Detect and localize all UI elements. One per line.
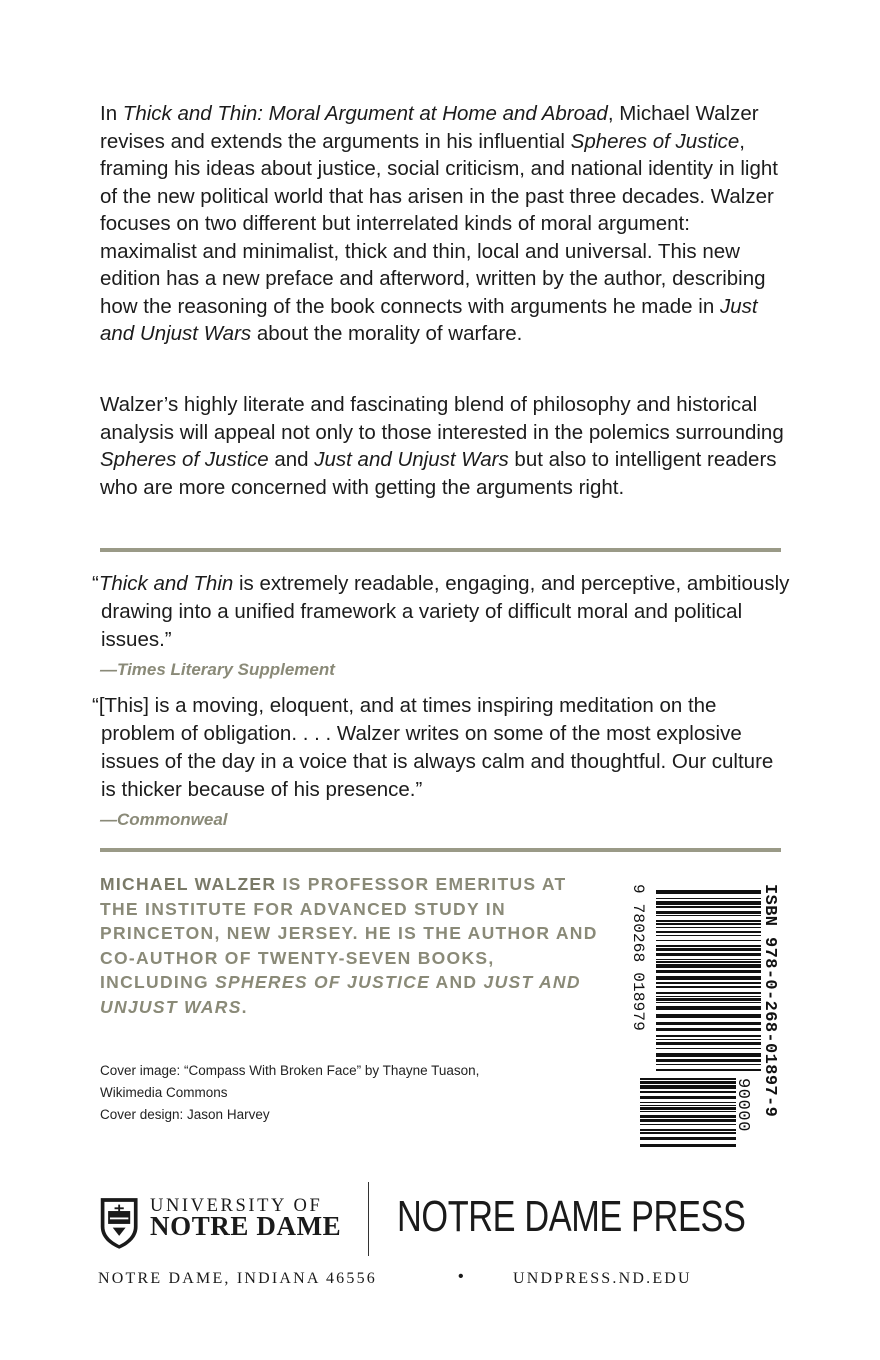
description-paragraph-2 [100,391,790,501]
barcode-bar [656,1006,761,1010]
barcode-bar [656,964,761,968]
barcode-isbn-label: ISBN 978-0-268-01897-9 [760,884,779,1118]
barcode-bar [640,1129,736,1131]
barcode-bar [640,1081,736,1084]
book-title-italic: Just and Unjust Wars [100,294,758,345]
barcode-bar [656,1042,761,1045]
bio-text: AND [430,972,484,992]
barcode-bar [656,998,761,1001]
barcode-bar [656,996,761,997]
barcode-bar [656,1069,761,1071]
barcode-bar [656,940,761,941]
barcode-bar [640,1091,736,1093]
book-title-italic: Spheres of Justice [570,129,740,153]
barcode-bar [656,961,761,963]
barcode-bar [656,890,761,894]
quote-source: —Commonweal [100,810,228,829]
blurb-text: , framing his ideas about justice, social criticism, and national identity in light of the new political world that has arisen in the past three decades. Walzer focuses on two different but interrelated kinds of moral argument: maximalist and minimalist, thick and thin, local and universal. This new edition has a new preface and afterword, written by the author, describing how the reasoning of the book connects with arguments he made in [100,129,778,318]
barcode-bar [656,1064,761,1065]
barcode-bar [656,1022,761,1025]
cover-credits [100,1060,570,1126]
review-quote-1 [92,570,792,684]
description-paragraph-1 [100,100,790,348]
barcode-bars-main [656,890,761,1071]
barcode-bar [656,1039,761,1040]
quote-open-mark: “ [92,572,99,595]
press-address: NOTRE DAME, INDIANA 46556 [98,1270,377,1287]
divider-rule [100,548,781,552]
barcode-bar [656,935,761,936]
barcode-bar [656,976,761,980]
barcode-bar [656,953,761,956]
barcode-bar [640,1115,736,1118]
barcode-bar [656,1048,761,1049]
credit-line: Cover image: “Compass With Broken Face” by Thayne Tuason, [100,1063,480,1078]
barcode-bar [656,1035,761,1037]
barcode-bars-price [640,1078,736,1147]
quote-source: —Times Literary Supplement [100,660,335,679]
barcode-bar [640,1124,736,1125]
book-title-italic: Just and Unjust Wars [314,448,509,471]
barcode-bar [656,898,761,899]
barcode-bar [656,945,761,947]
barcode-bar [656,948,761,951]
credit-line: Cover design: Jason Harvey [100,1107,270,1122]
bio-text: IS PROFESSOR EMERITUS AT THE INSTITUTE FOR ADVANCED STUDY IN PRINCETON, NEW JERSEY. HE IS THE AUTHOR AND CO-AUTHOR OF TWENTY-SEVEN BOOKS, INCLUDING [100,874,598,992]
university-shield-icon [98,1194,144,1252]
barcode-bar [656,927,761,928]
book-title-italic: JUST AND UNJUST WARS [100,972,581,1017]
barcode-bar [640,1102,736,1103]
author-bio [100,872,600,1019]
blurb-text: but also to intelligent readers who are more concerned with getting the arguments right. [100,448,777,499]
barcode-bar [656,931,761,933]
blurb-text: and [268,448,315,471]
barcode-bar [640,1132,736,1134]
barcode-bar [656,901,761,905]
barcode-bar [640,1078,736,1080]
footer-separator: • [458,1268,464,1285]
barcode-bar [656,992,761,994]
blurb-text: , Michael Walzer revises and extends the arguments in his influential [100,102,759,153]
barcode-bar [640,1111,736,1112]
book-title-italic: Spheres of Justice [100,448,269,471]
barcode-bar [656,1059,761,1062]
book-title-italic: Thick and Thin: Moral Argument at Home and Abroad [122,102,608,125]
review-quote-2 [92,692,792,834]
barcode-bar [656,911,761,914]
barcode-bar [656,920,761,922]
barcode-bar [640,1107,736,1110]
barcode-bar [656,1002,761,1003]
barcode-bar [640,1119,736,1122]
book-title-italic: Thick and Thin [98,572,234,595]
bio-text: . [241,996,248,1017]
barcode-bar [640,1105,736,1106]
barcode-bar [640,1137,736,1140]
barcode-bar [656,1053,761,1057]
university-name-line2: NOTRE DAME [150,1211,342,1241]
blurb-text: Walzer’s highly literate and fascinating blend of philosophy and historical analysis will appeal not only to those interested in the polemics surrounding [100,393,784,444]
barcode-bar [656,982,761,984]
barcode-bar [656,970,761,973]
quote-text: is extremely readable, engaging, and perceptive, ambitiously drawing into a unified framework a variety of difficult moral and political issues.” [101,572,790,651]
barcode-bar [656,923,761,925]
barcode-bar [640,1096,736,1099]
barcode-bar [640,1144,736,1147]
author-name: MICHAEL WALZER [100,874,277,894]
barcode-bar [656,906,761,908]
barcode-bar [656,959,761,960]
barcode-bar [656,1028,761,1031]
divider-rule [100,848,781,852]
blurb-text: In [100,102,123,125]
press-name: NOTRE DAME PRESS [397,1192,746,1241]
quote-text: “[This] is a moving, eloquent, and at times inspiring meditation on the problem of obligation. . . . Walzer writes on some of the most explosive issues of the day in a voice that is always calm and thoughtful. Our culture is thicker because of his presence.” [92,694,774,801]
isbn-barcode [629,882,786,1152]
barcode-bar [656,915,761,916]
barcode-bar [656,1014,761,1018]
credit-line: Wikimedia Commons [100,1085,228,1100]
press-website: UNDPRESS.ND.EDU [513,1270,692,1287]
university-name-line1: UNIVERSITY OF [150,1196,323,1216]
book-title-italic: SPHERES OF JUSTICE [215,972,431,992]
barcode-bar [656,986,761,988]
barcode-ean-digits: 9 780268 018979 [629,884,647,1032]
footer-divider [368,1182,369,1256]
blurb-text: about the morality of warfare. [251,322,523,345]
barcode-price-code: 90000 [733,1078,752,1133]
barcode-bar [640,1085,736,1089]
